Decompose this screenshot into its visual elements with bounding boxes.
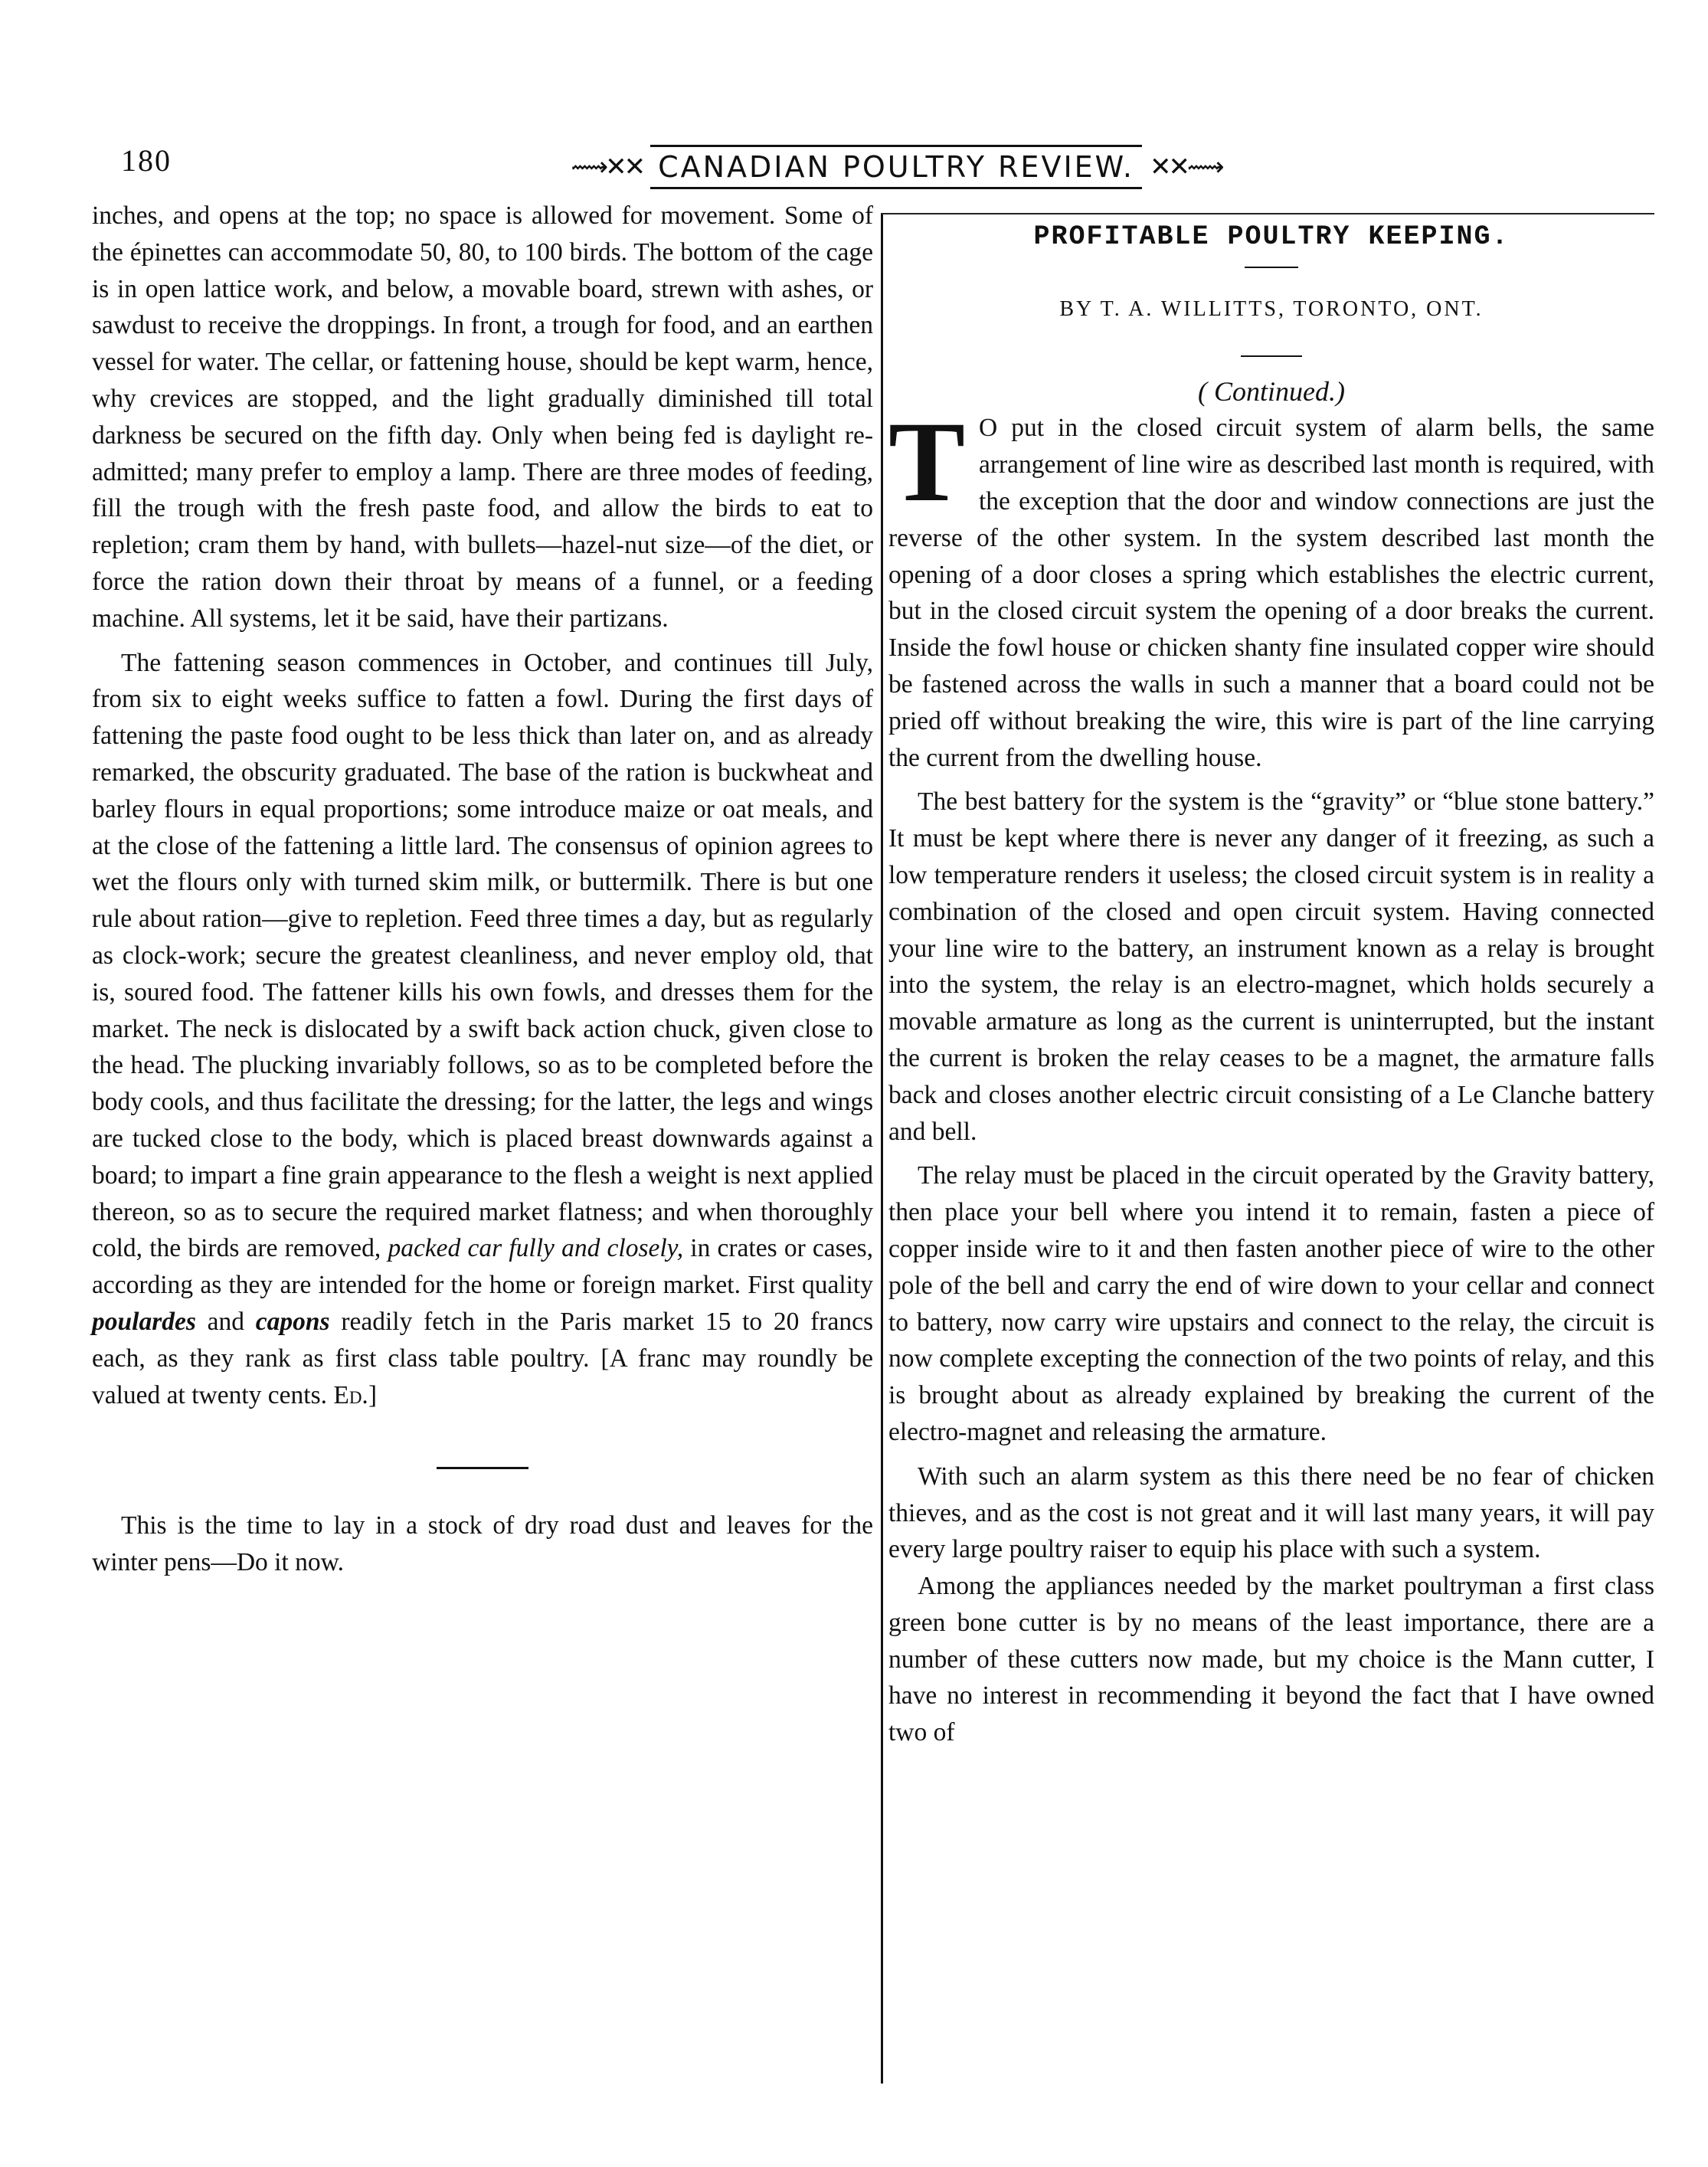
left-note: This is the time to lay in a stock of dry road dust and leaves for the winter pens—Do it now.: [92, 1511, 873, 1577]
right-paragraph-3: The relay must be placed in the circuit operated by the Gravity battery, then place your bell where you intend it to remain, fasten a piece of copper inside wire to it and then fasten another piece of wire to the other pole of the bell and carry the end of wire down to your cellar and connect to battery, now carry wire upstairs and connect to the relay, the circuit is now complete excepting the connection of the two points of relay, and this is brought about as already explained by breaking the current of the electro-magnet and releasing the armature.: [888, 1161, 1654, 1446]
masthead: [571, 135, 1222, 199]
right-paragraph-2: The best battery for the system is the “gravity” or “blue stone battery.” It must be kept where there is never any danger of it freezing, as such a low temperature renders it useless; the closed circuit system is in reality a combination of the closed and open circuit system. Having connected your line wire to the battery, an instrument known as a relay is brought into the system, the relay is an electro-magnet, which holds securely a movable armature as long as the current is uninterrupted, but the instant the current is broken the relay ceases to be a magnet, the armature falls back and closes another electric circuit consisting of a Le Clanche battery and bell.: [888, 787, 1654, 1146]
left-paragraph-2: [92, 645, 873, 1414]
separator-rule: [437, 1467, 528, 1469]
right-paragraph-5: Among the appliances needed by the market poultryman a first class green bone cutter is by no means of the least importance, there are a number of these cutters now made, but my choice is the Mann cutter, I have no interest in recommending it beyond the fact that I have owned two of: [888, 1572, 1654, 1747]
left-paragraph-2-text-c: readily fetch in the Paris market 15 to 20 francs each, as they rank as first class table poultry. [A franc may roundly be valued at twenty cents.: [92, 1307, 873, 1409]
left-paragraph-1: inches, and opens at the top; no space is allowed for movement. Some of the épinettes can accommodate 50, 80, to 100 birds. The bottom of the cage is in open lattice work, and below, a movable board, strewn with ashes, or sawdust to receive the droppings. In front, a trough for food, and an earthen vessel for water. The cellar, or fattening house, should be kept warm, hence, why crevices are stopped, and the light gradually diminished till total darkness be secured on the fifth day. Only when being fed is daylight re-admitted; many prefer to employ a lamp. There are three modes of feeding, fill the trough with the fresh paste food, and allow the birds to eat to repletion; cram them by hand, with bullets—hazel-nut size—of the diet, or force the ration down their throat by means of a funnel, or a feeding machine. All systems, let it be said, have their partizans.: [92, 201, 873, 633]
editor-mark: Ed.: [333, 1380, 368, 1409]
right-paragraph-4: With such an alarm system as this there need be no fear of chicken thieves, and as the cost is not great and it will last many years, it will pay every large poultry raiser to equip his place with such a system.: [888, 1462, 1654, 1564]
ornament-left-icon: ⟿✕✕: [571, 152, 643, 182]
left-paragraph-2-and: and: [195, 1307, 256, 1336]
page-number: 180: [121, 143, 172, 178]
left-paragraph-2-italic: packed car fully and closely,: [388, 1234, 684, 1263]
drop-cap: T: [888, 398, 966, 526]
left-paragraph-2-text-b: in crates or cases, according as they are intended for the home or foreign market. First quality: [92, 1234, 873, 1300]
ornament-right-icon: ✕✕⟿: [1149, 152, 1222, 182]
poulardes-term: poulardes: [92, 1307, 196, 1336]
left-paragraph-2-end: ]: [368, 1380, 377, 1409]
byline: BY T. A. WILLITTS, TORONTO, ONT.: [1059, 296, 1484, 321]
left-column: [92, 198, 873, 1581]
right-paragraph-1: [888, 398, 1654, 776]
left-paragraph-2-text-a: The fattening season commences in October, and continues till July, from six to eight weeks suffice to fatten a fowl. During the first days of fattening the paste food ought to be less thick than later on, and as already remarked, the obscurity graduated. The base of the ration is buckwheat and barley flours in equal proportions; some introduce maize or oat meals, and at the close of the fattening a little lard. The consensus of opinion agrees to wet the flours only with turned skim milk, or buttermilk. There is but one rule about ration—give to repletion. Feed three times a day, but as regularly as clock-work; secure the greatest cleanliness, and never employ old, that is, soured food. The fattener kills his own fowls, and dresses them for the market. The neck is dislocated by a swift back action chuck, given close to the head. The plucking invariably follows, so as to be completed before the body cools, and thus facilitate the dressing; for the latter, the legs and wings are tucked close to the body, which is placed breast downwards against a board; to impart a fine grain appearance to the flesh a weight is next applied thereon, so as to secure the required market flatness; and when thoroughly cold, the birds are removed,: [92, 648, 873, 1263]
right-paragraph-1-text: O put in the closed circuit system of alarm bells, the same arrangement of line wire as described last month is required, with the exception that the door and window connections are just the reverse of the other system. In the system described last month the opening of a door closes a spring which establishes the electric current, but in the closed circuit system the opening of a door breaks the current. Inside the fowl house or chicken shanty fine insulated copper wire should be fastened across the walls in such a manner that a board could not be pried off without breaking the wire, this wire is part of the line carrying the current from the dwelling house.: [888, 414, 1654, 772]
right-column: [888, 198, 1654, 1751]
article-title: PROFITABLE POULTRY KEEPING.: [1033, 221, 1510, 252]
column-divider: [881, 214, 883, 2084]
continued-label: ( Continued.): [1198, 375, 1345, 407]
title-rule: [1245, 267, 1298, 268]
byline-rule: [1241, 355, 1302, 357]
masthead-title: CANADIAN POULTRY REVIEW.: [650, 145, 1142, 189]
capons-term: capons: [255, 1307, 330, 1336]
